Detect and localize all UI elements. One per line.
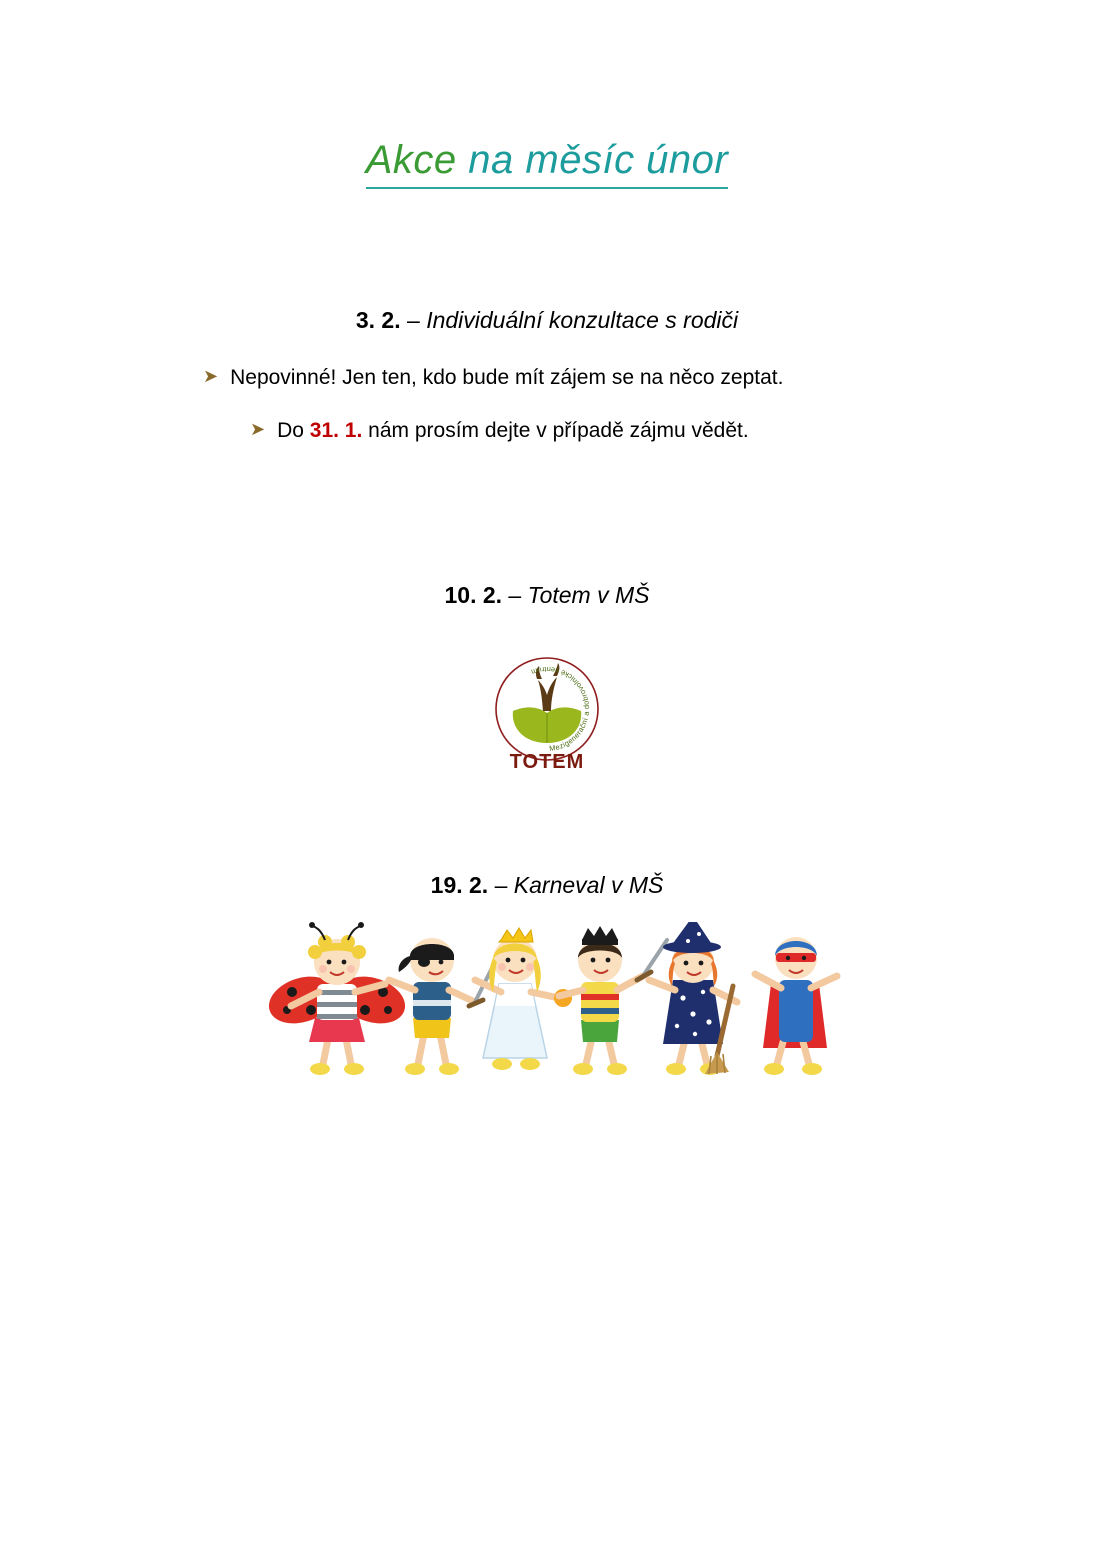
carnival-children-illustration [247,922,847,1087]
page-title-part-green: Akce [365,138,457,182]
event-name-3: Karneval v MŠ [513,872,664,898]
event-1-bullet-2-deadline: 31. 1. [309,419,363,442]
event-date-1: 3. 2. [355,307,401,333]
totem-logo [483,655,611,791]
event-dash-1: – [400,307,427,333]
event-1-bullet-1-text: Nepovinné! Jen ten, kdo bude mít zájem se na něco zeptat. [230,366,784,389]
event-heading-2 [0,581,1094,611]
event-1-bullet-2 [250,417,749,445]
page-title [366,138,729,189]
event-name-2: Totem v MŠ [527,582,650,608]
page-title-block [0,138,1094,189]
totem-wordmark: TOTEM [509,751,585,773]
bullet-arrow-icon: ➤ [250,419,266,440]
page-title-part-teal: na měsíc únor [456,138,729,182]
event-1-bullet-2-text-before: Do [277,419,310,442]
event-dash-2: – [502,582,528,608]
event-name-1: Individuální konzultace s rodiči [426,307,739,333]
event-1-bullet-1 [203,364,783,392]
bullet-arrow-icon: ➤ [203,366,219,387]
event-dash-3: – [488,872,514,898]
svg-text:Mezigenerační a dobrovolnické: Mezigenerační a dobrovolnické centrum [529,664,592,754]
event-date-2: 10. 2. [444,582,503,608]
event-heading-1 [0,306,1094,336]
event-heading-3 [0,871,1094,901]
event-date-3: 19. 2. [430,872,489,898]
event-1-bullet-2-text-after: nám prosím dejte v případě zájmu vědět. [362,419,749,442]
totem-logo-emblem [493,655,601,763]
